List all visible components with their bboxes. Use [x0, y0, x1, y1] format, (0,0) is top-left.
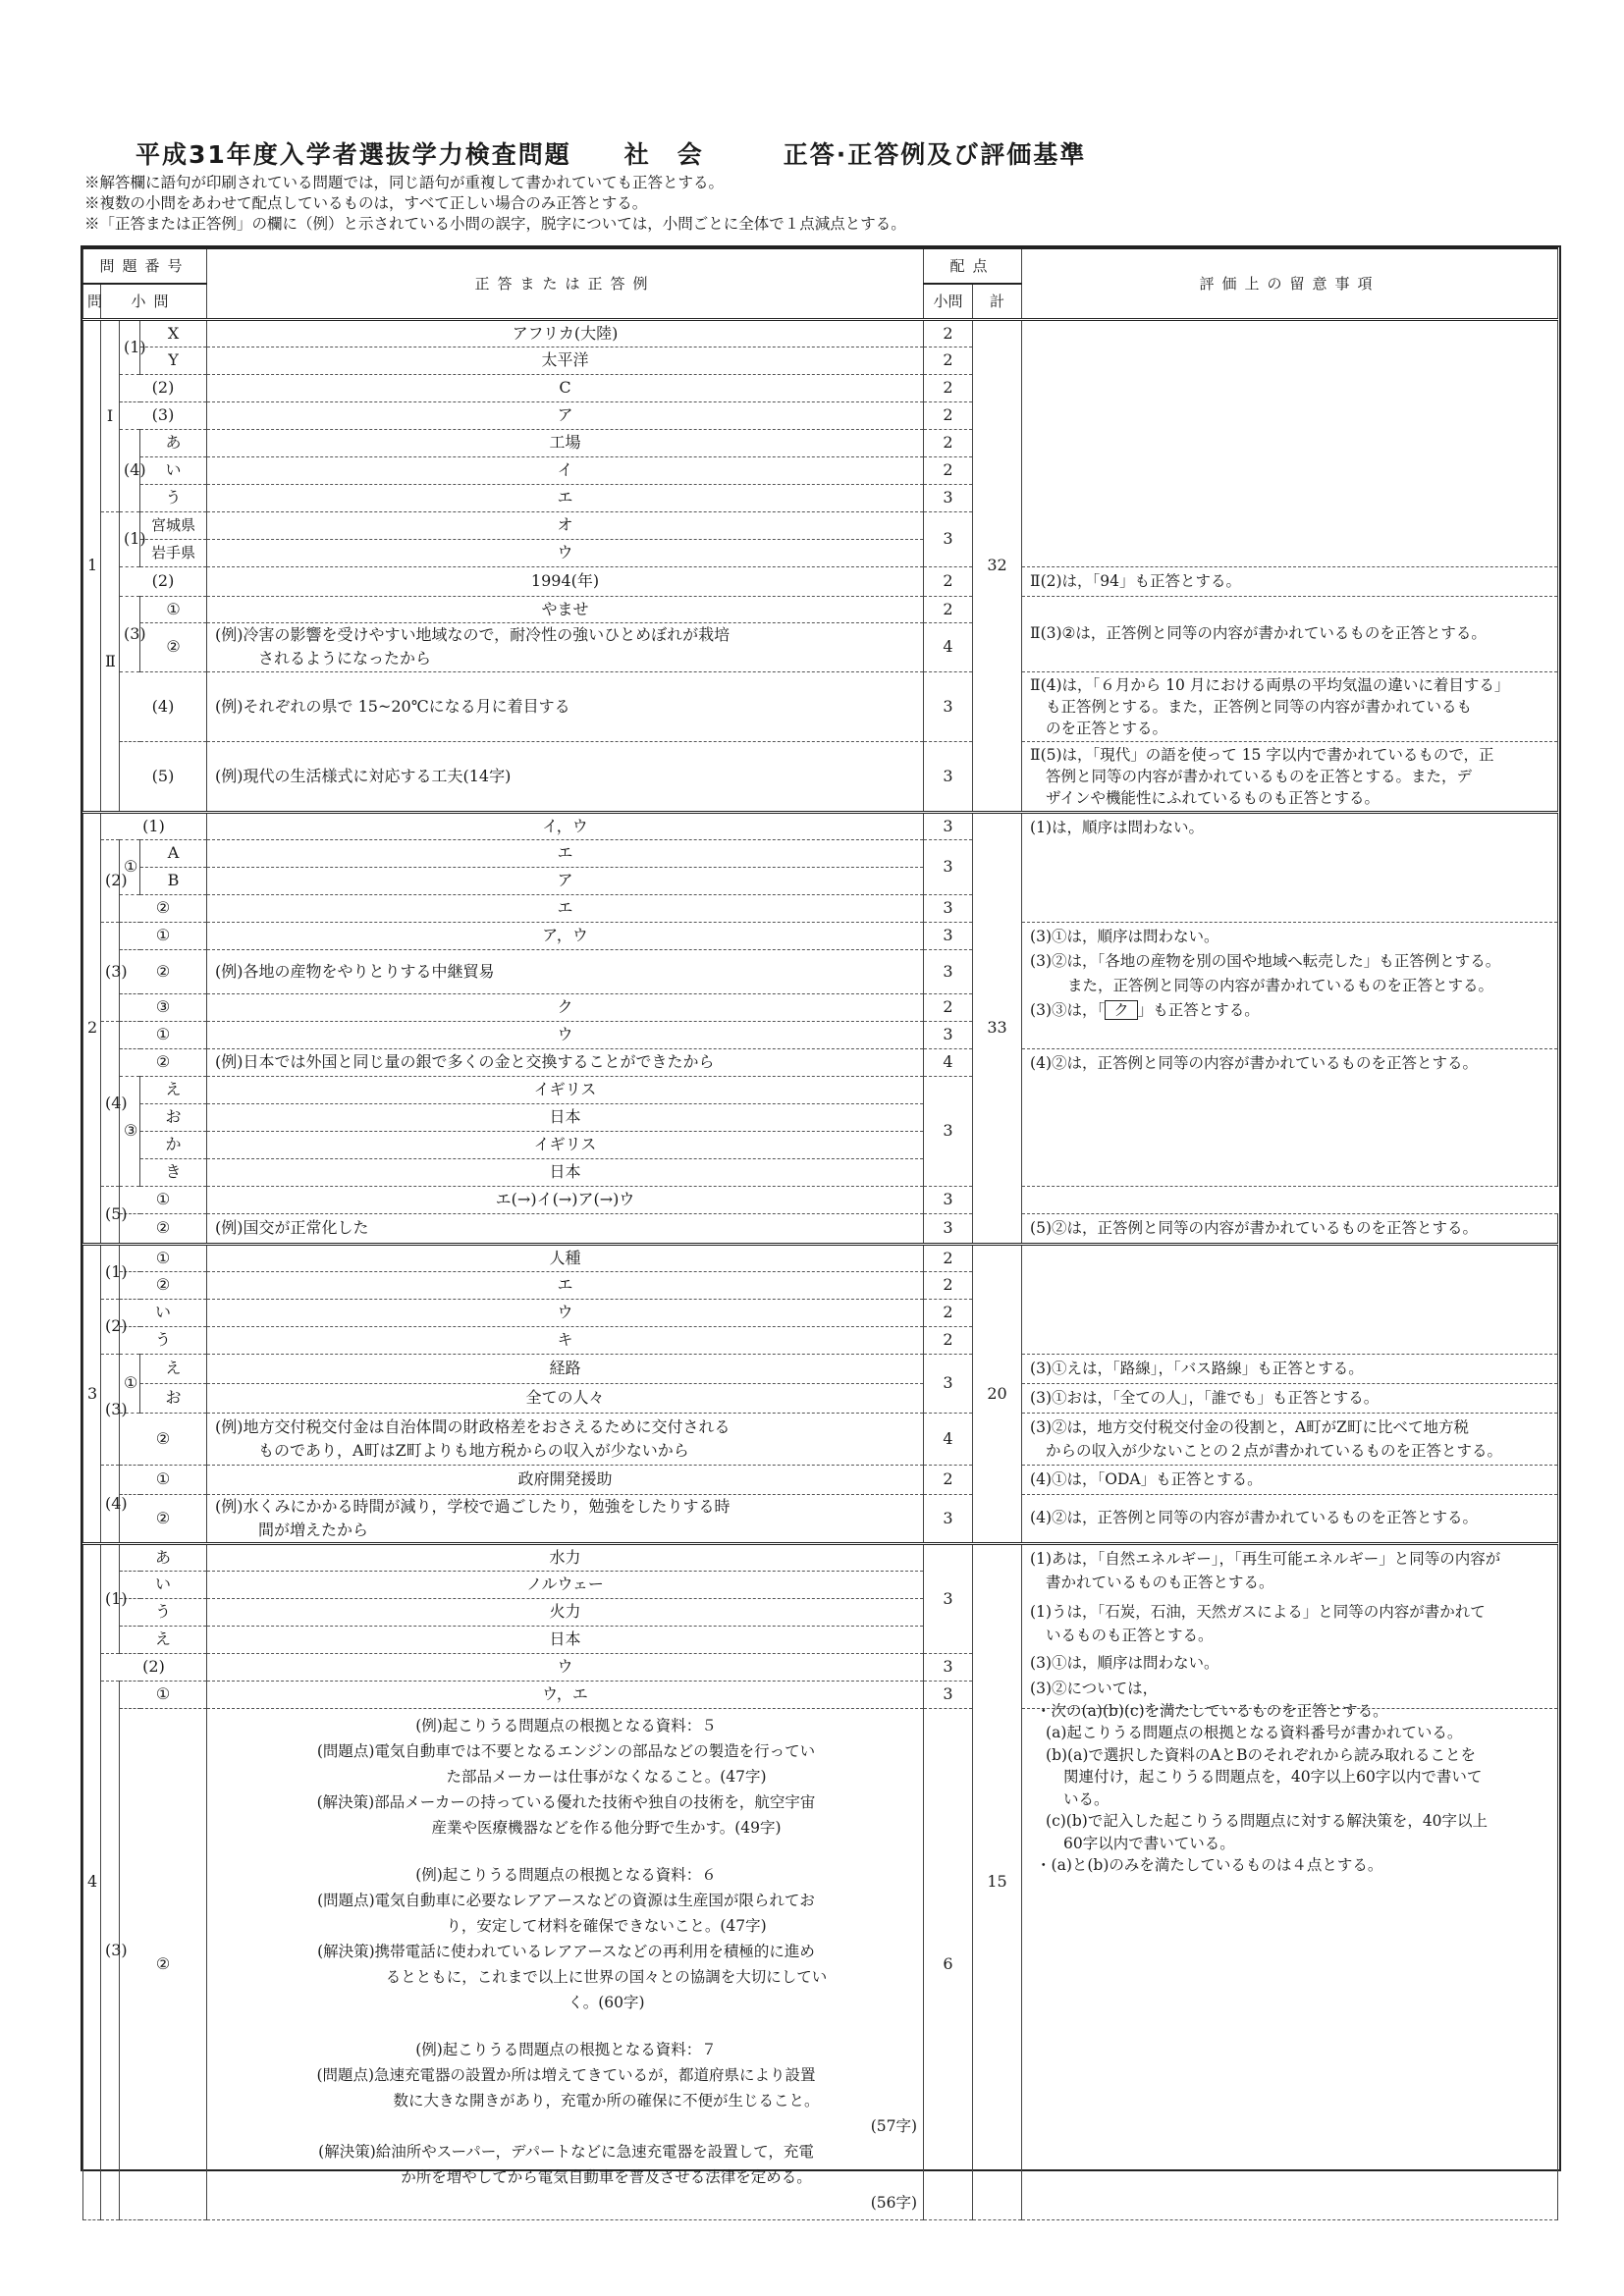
answer: やませ	[207, 596, 924, 622]
header-points-total: 計	[973, 284, 1022, 319]
evaluation-note: Ⅱ(5)は，「現代」の語を使って 15 字以内で書かれているもので，正 答例と同等の内容が書かれているものを正答とする。また，デ ザインや機能性にふれているものも正答とする。	[1022, 741, 1558, 812]
points: 2	[924, 374, 973, 401]
points: 6	[924, 1708, 973, 2219]
sub-item: ②	[120, 1494, 207, 1543]
points: 2	[924, 319, 973, 347]
question-number: 3	[83, 1244, 101, 1543]
sub-question: (1)	[101, 1543, 120, 1653]
answer: ウ	[207, 1299, 924, 1326]
sub-item: う	[120, 1326, 207, 1354]
points: 2	[924, 347, 973, 374]
part-label: Ⅱ	[101, 511, 120, 812]
sub-question: (2)	[101, 1653, 207, 1681]
answer: ク	[207, 993, 924, 1021]
table-row	[83, 566, 1558, 596]
header-notes: 評価上の留意事項	[1022, 248, 1558, 319]
points: 3	[924, 1186, 973, 1213]
evaluation-note: Ⅱ(4)は，「６月から 10 月における両県の平均気温の違いに着目する」 も正答例とする。また，正答例と同等の内容が書かれているも のを正答とする。	[1022, 671, 1558, 741]
points: 4	[924, 1048, 973, 1076]
answer-table	[82, 247, 1558, 2220]
sub-item: う	[120, 1598, 207, 1626]
sub-item: い	[120, 1571, 207, 1598]
question-number: 2	[83, 812, 101, 1244]
sub-question: (4)	[101, 1021, 120, 1186]
points: 3	[924, 511, 973, 566]
answer: アフリカ(大陸)	[207, 319, 924, 347]
table-row	[83, 1543, 1558, 1571]
general-note: ※「正答または正答例」の欄に（例）と示されている小問の誤字，脱字については，小問ごとに全体で１点減点とする。	[84, 215, 906, 233]
sub-item: ①	[120, 1244, 207, 1271]
sub-question: (3)	[101, 1681, 120, 2219]
sub-question: (4)	[101, 1465, 120, 1543]
sub-item: お	[140, 1103, 207, 1131]
evaluation-note: (4)②は，正答例と同等の内容が書かれているものを正答とする。	[1022, 1494, 1558, 1543]
table-row	[83, 741, 1558, 812]
answer: ア	[207, 867, 924, 894]
sub-item: ①	[120, 922, 207, 949]
table-row	[83, 319, 1558, 347]
table-row	[83, 812, 1558, 839]
points: 3	[924, 949, 973, 993]
answer: (例)各地の産物をやりとりする中継貿易	[207, 949, 924, 993]
points: 3	[924, 1543, 973, 1653]
sub-item: ②	[120, 949, 207, 993]
answer: 工場	[207, 429, 924, 456]
answer: 水力	[207, 1543, 924, 1571]
sub-item: ①	[140, 596, 207, 622]
table-row	[83, 1244, 1558, 1271]
answer: エ	[207, 484, 924, 511]
sub-item: え	[120, 1626, 207, 1653]
points: 3	[924, 1021, 973, 1048]
sub-item: か	[140, 1131, 207, 1158]
boxed-answer: ク	[1105, 1000, 1138, 1020]
points: 3	[924, 671, 973, 741]
sub-question: (2)	[101, 1299, 120, 1354]
header-shomon: 小問	[101, 284, 207, 319]
header-mon: 問	[83, 284, 101, 319]
general-note: ※解答欄に語句が印刷されている問題では，同じ語句が重複して書かれていても正答とする。	[84, 174, 725, 191]
sub-item: Y	[140, 347, 207, 374]
sub-question: (4)	[120, 429, 140, 511]
question-number: 4	[83, 1543, 101, 2219]
answer: C	[207, 374, 924, 401]
points: 3	[924, 741, 973, 812]
points: 3	[924, 839, 973, 894]
sub-item: ①	[120, 1354, 140, 1413]
answer: 太平洋	[207, 347, 924, 374]
sub-item: あ	[120, 1543, 207, 1571]
total-points: 15	[973, 1543, 1022, 2219]
sub-question: (1)	[120, 511, 140, 566]
answer: 政府開発援助	[207, 1465, 924, 1494]
table-row	[83, 596, 1558, 622]
total-points: 20	[973, 1244, 1022, 1543]
sub-item: ②	[120, 1048, 207, 1076]
table-row	[83, 1048, 1558, 1076]
sub-question: (2)	[101, 839, 120, 922]
answer: 経路	[207, 1354, 924, 1383]
answer-long: (例)起こりうる問題点の根拠となる資料：５ (問題点)電気自動車では不要となるエンジンの部品などの製造を行ってい た部品メーカーは仕事がなくなること。(47字) (解決策)部品メーカーの持っている優れた技術や独自の技術を，航空宇宙 産業や医療機器などを作る他分野で生かす。(49字) (例)起こりうる問題点の根拠となる資料：６ (問題点)電気自動車に必要なレアアースなどの資源は生産国が限られてお り，安定して材料を確保できないこと。(47字) (解決策)携帯電話に使われているレアアースなどの再利用を積極的に進め るとともに，これまで以上に世界の国々との協調を大切にしてい く。(60字) (例)起こりうる問題点の根拠となる資料：７ (問題点)急速充電器の設置か所は増えてきているが，都道府県により設置 数に大きな開きがあり，充電か所の確保に不便が生じること。 (57字) (解決策)給油所やスーパー，デパートなどに急速充電器を設置して，充電 か所を増やしてから電気自動車を普及させる法律を定める。 (56字)	[207, 1708, 924, 2219]
answer: エ	[207, 839, 924, 867]
answer: ウ	[207, 1021, 924, 1048]
answer: (例)水くみにかかる時間が減り，学校で過ごしたり，勉強をしたりする時 間が増えたから	[207, 1494, 924, 1543]
answer: イ	[207, 456, 924, 484]
sub-question: (1)	[120, 319, 140, 374]
evaluation-note: (4)①は，「ODA」も正答とする。	[1022, 1465, 1558, 1494]
points: 2	[924, 429, 973, 456]
answer: ウ，エ	[207, 1681, 924, 1708]
header-points-sub: 小問	[924, 284, 973, 319]
evaluation-note: Ⅱ(3)②は，正答例と同等の内容が書かれているものを正答とする。	[1022, 596, 1558, 671]
answer: 日本	[207, 1103, 924, 1131]
answer: ウ	[207, 1653, 924, 1681]
answer: (例)地方交付税交付金は自治体間の財政格差をおさえるために交付される ものであり，A町はZ町よりも地方税からの収入が少ないから	[207, 1413, 924, 1465]
sub-question: (3)	[120, 401, 207, 429]
answer: 全ての人々	[207, 1383, 924, 1413]
sub-question: (1)	[101, 1244, 120, 1299]
answer: 1994(年)	[207, 566, 924, 596]
points: 4	[924, 622, 973, 671]
sub-question: (3)	[101, 922, 120, 1021]
evaluation-note: (5)②は，正答例と同等の内容が書かれているものを正答とする。	[1022, 1213, 1558, 1244]
sub-item: ①	[120, 1681, 207, 1708]
total-points: 33	[973, 812, 1022, 1244]
points: 2	[924, 401, 973, 429]
table-row	[83, 671, 1558, 741]
sub-question: (3)	[120, 596, 140, 671]
answer: イギリス	[207, 1131, 924, 1158]
sub-question: (2)	[120, 566, 207, 596]
sub-question: (2)	[120, 374, 207, 401]
evaluation-note: (1)は，順序は問わない。	[1022, 812, 1558, 922]
total-points: 32	[973, 319, 1022, 812]
sub-question: (3)	[101, 1354, 120, 1465]
sub-item: ②	[120, 1413, 207, 1465]
evaluation-note: (3)②は，地方交付税交付金の役割と，A町がZ町に比べて地方税 からの収入が少ないことの２点が書かれているものを正答とする。	[1022, 1413, 1558, 1465]
evaluation-note: (3)①えは，「路線」，「バス路線」も正答とする。	[1022, 1354, 1558, 1383]
sub-question: (5)	[101, 1186, 120, 1244]
sub-item: あ	[140, 429, 207, 456]
table-row	[83, 922, 1558, 949]
points: 2	[924, 566, 973, 596]
answer: エ	[207, 1271, 924, 1299]
points: 3	[924, 894, 973, 922]
sub-item: う	[140, 484, 207, 511]
table-row	[83, 1708, 1558, 2219]
sub-item: え	[140, 1354, 207, 1383]
evaluation-note: (4)②は，正答例と同等の内容が書かれているものを正答とする。	[1022, 1048, 1558, 1186]
evaluation-notes	[1022, 319, 1558, 566]
points: 2	[924, 1244, 973, 1271]
answer: キ	[207, 1326, 924, 1354]
answer: ア	[207, 401, 924, 429]
points: 3	[924, 1354, 973, 1413]
points: 4	[924, 1413, 973, 1465]
sub-item: ②	[120, 1213, 207, 1244]
points: 2	[924, 993, 973, 1021]
sub-item: B	[140, 867, 207, 894]
sub-item: い	[120, 1299, 207, 1326]
sub-item: ②	[120, 1271, 207, 1299]
sub-item: え	[140, 1076, 207, 1103]
general-note: ※複数の小問をあわせて配点しているものは，すべて正しい場合のみ正答とする。	[84, 194, 648, 212]
evaluation-notes	[1022, 1244, 1558, 1354]
header-question-number: 問題番号	[83, 248, 207, 284]
sub-item: ③	[120, 1076, 140, 1186]
table-row	[83, 1465, 1558, 1494]
points: 3	[924, 484, 973, 511]
points: 3	[924, 1494, 973, 1543]
table-row	[83, 1413, 1558, 1465]
header-answer: 正答または正答例	[207, 248, 924, 319]
part-label: Ⅰ	[101, 319, 120, 511]
evaluation-note: Ⅱ(2)は，「94」も正答とする。	[1022, 566, 1558, 596]
sub-item: い	[140, 456, 207, 484]
points: 3	[924, 1681, 973, 1708]
points: 2	[924, 1299, 973, 1326]
sub-item: ②	[140, 622, 207, 671]
sub-item: ①	[120, 839, 140, 894]
answer: 人種	[207, 1244, 924, 1271]
answer: (例)現代の生活様式に対応する工夫(14字)	[207, 741, 924, 812]
answer: 火力	[207, 1598, 924, 1626]
answer: エ(→)イ(→)ア(→)ウ	[207, 1186, 924, 1213]
sub-item: お	[140, 1383, 207, 1413]
page-title: 平成31年度入学者選抜学力検査問題 社 会 正答·正答例及び評価基準	[135, 140, 1087, 169]
answer: エ	[207, 894, 924, 922]
evaluation-notes: (3)①は，順序は問わない。 (3)②は，「各地の産物を別の国や地域へ転売した」も正答例とする。 また，正答例と同等の内容が書かれているものを正答とする。 (3)③は，「 ク 」も正答とする。	[1022, 922, 1558, 1048]
table-row	[83, 1383, 1558, 1413]
points: 2	[924, 1465, 973, 1494]
answer: イ，ウ	[207, 812, 924, 839]
answer: ウ	[207, 539, 924, 566]
sub-item: 宮城県	[140, 511, 207, 539]
sub-item: ①	[120, 1465, 207, 1494]
table-row	[83, 1186, 1558, 1213]
table-row	[83, 1494, 1558, 1543]
answer: 日本	[207, 1626, 924, 1653]
points: 3	[924, 1653, 973, 1681]
sub-item: き	[140, 1158, 207, 1186]
points: 2	[924, 1271, 973, 1299]
sub-item: A	[140, 839, 207, 867]
sub-item: ①	[120, 1186, 207, 1213]
points: 3	[924, 922, 973, 949]
points: 3	[924, 1076, 973, 1186]
answer: ア，ウ	[207, 922, 924, 949]
answer: (例)冷害の影響を受けやすい地域なので，耐冷性の強いひとめぼれが栽培 されるようになったから	[207, 622, 924, 671]
points: 2	[924, 456, 973, 484]
question-number: 1	[83, 319, 101, 812]
points: 2	[924, 1326, 973, 1354]
evaluation-notes: (1)あは，「自然エネルギー」，「再生可能エネルギー」と同等の内容が 書かれているものも正答とする。 (1)うは，「石炭，石油，天然ガスによる」と同等の内容が書かれて いるものも正答とする。	[1022, 1543, 1558, 1708]
table-row	[83, 1213, 1558, 1244]
answer: イギリス	[207, 1076, 924, 1103]
answer: (例)日本では外国と同じ量の銀で多くの金と交換することができたから	[207, 1048, 924, 1076]
answer: ノルウェー	[207, 1571, 924, 1598]
general-notes	[84, 173, 906, 235]
sub-item: 岩手県	[140, 539, 207, 566]
answer: (例)国交が正常化した	[207, 1213, 924, 1244]
sub-question: (1)	[101, 812, 207, 839]
sub-item: ③	[120, 993, 207, 1021]
points: 3	[924, 812, 973, 839]
table-row	[83, 1354, 1558, 1383]
answer: (例)それぞれの県で 15~20℃になる月に着目する	[207, 671, 924, 741]
sub-item: ①	[120, 1021, 207, 1048]
sub-item: ②	[120, 1708, 207, 2219]
sub-question: (4)	[120, 671, 207, 741]
points: 2	[924, 596, 973, 622]
sub-item: X	[140, 319, 207, 347]
evaluation-notes: (3)①は，順序は問わない。 (3)②については， ・次の(a)(b)(c)を満たしているものを正答とする。 (a)起こりうる問題点の根拠となる資料番号が書かれている。 (b)(a)で選択した資料のAとBのそれぞれから読み取れることを 関連付け，起こりうる問題点を，40字以上60字以内で書いて いる。 (c)(b)で記入した起こりうる問題点に対する解決策を，40字以上 60字以内で書いている。 ・(a)と(b)のみを満たしているものは４点とする。	[1022, 1708, 1558, 2219]
evaluation-note: (3)①おは，「全ての人」，「誰でも」も正答とする。	[1022, 1383, 1558, 1413]
answer: オ	[207, 511, 924, 539]
sub-item: ②	[120, 894, 207, 922]
header-points: 配点	[924, 248, 1022, 284]
sub-question: (5)	[120, 741, 207, 812]
answer: 日本	[207, 1158, 924, 1186]
points: 3	[924, 1213, 973, 1244]
